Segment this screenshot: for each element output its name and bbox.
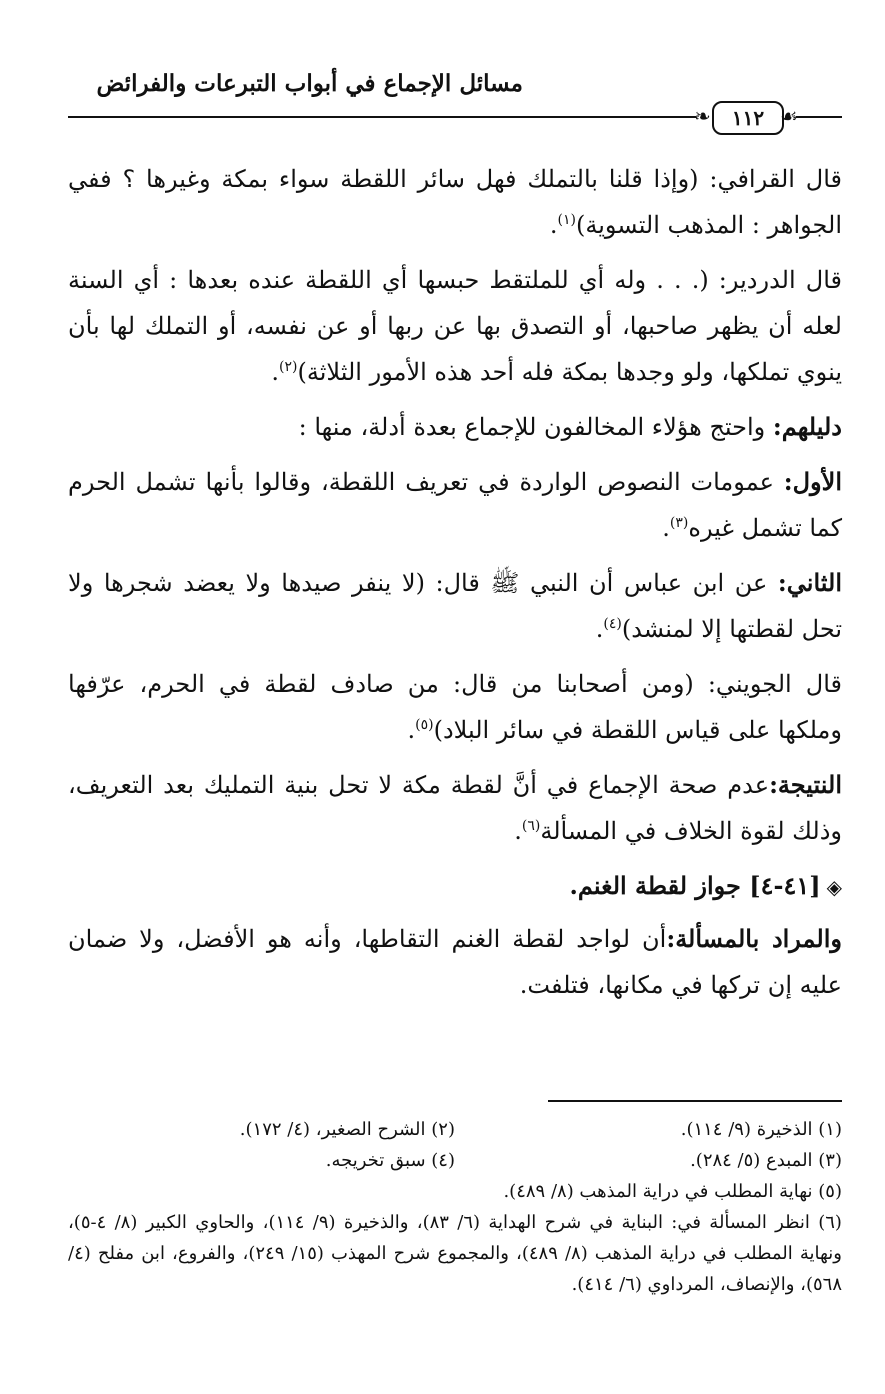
paragraph-text: عمومات النصوص الواردة في تعريف اللقطة، وقالوا بأنها تشمل الحرم كما تشمل غيره bbox=[68, 468, 842, 542]
section-heading bbox=[68, 863, 842, 910]
footnote-1: (١) الذخيرة (٩/ ١١٤). bbox=[680, 1119, 842, 1140]
footnote-ref: (٤) bbox=[603, 616, 622, 632]
ornament-left-icon: ❧ bbox=[694, 104, 711, 128]
footnotes bbox=[68, 1114, 842, 1300]
footnote-row bbox=[68, 1145, 842, 1176]
main-text bbox=[68, 156, 842, 1017]
paragraph-label: الثاني: bbox=[777, 568, 842, 597]
footnote-3: (٣) المبدع (٥/ ٢٨٤). bbox=[690, 1150, 842, 1171]
paragraph-end: . bbox=[662, 514, 670, 542]
footnote-6: (٦) انظر المسألة في: البناية في شرح الهداية (٦/ ٨٣)، والذخيرة (٩/ ١١٤)، والحاوي الكبير (٨/ ٤-٥)، ونهاية المطلب في دراية المذهب (٨/ ٤٨٩)، والمجموع شرح المهذب (١٥/ ٢٤٩)، والفروع، ابن مفلح (٤/ ٥٦٨)، والإنصاف، المرداوي (٦/ ٤١٤). bbox=[68, 1212, 842, 1295]
paragraph-dardir bbox=[68, 257, 842, 395]
diamond-bullet-icon: ◈ bbox=[826, 875, 842, 899]
paragraph-juwayni bbox=[68, 661, 842, 753]
running-title: مسائل الإجماع في أبواب التبرعات والفرائض bbox=[96, 70, 523, 97]
paragraph-text: عدم صحة الإجماع في أنَّ لقطة مكة لا تحل بنية التمليك بعد التعريف، وذلك لقوة الخلاف في المسألة bbox=[68, 771, 842, 845]
paragraph-text: قال الدردير: (. . . وله أي للملتقط حبسها أي اللقطة عنده بعدها : أي السنة لعله أن يظهر صاحبها، أو التصدق بها عن ربها أو عن نفسه، أو التملك لها بأن ينوي تملكها، ولو وجدها بمكة فله أحد هذه الأمور الثلاثة) bbox=[68, 266, 842, 386]
header-rule-short bbox=[796, 116, 842, 118]
paragraph-end: . bbox=[549, 211, 558, 239]
paragraph-evidence bbox=[68, 404, 842, 450]
paragraph-second bbox=[68, 560, 842, 652]
page-number bbox=[712, 101, 784, 135]
ornament-right-icon: ☙ bbox=[780, 104, 798, 128]
paragraph-label: والمراد بالمسألة: bbox=[666, 924, 842, 953]
footnote-separator bbox=[548, 1100, 842, 1102]
paragraph-label: الأول: bbox=[783, 467, 842, 496]
footnote-ref: (٥) bbox=[415, 717, 434, 733]
paragraph-text: قال القرافي: (وإذا قلنا بالتملك فهل سائر اللقطة سواء بمكة وغيرها ؟ ففي الجواهر : المذهب التسوية) bbox=[68, 165, 842, 239]
paragraph-end: . bbox=[595, 615, 604, 643]
paragraph-qarafi bbox=[68, 156, 842, 248]
paragraph-meaning bbox=[68, 916, 842, 1008]
paragraph-text: قال الجويني: (ومن أصحابنا من قال: من صادف لقطة في الحرم، عرّفها وملكها على قياس اللقطة في سائر البلاد) bbox=[68, 670, 842, 744]
paragraph-end: . bbox=[407, 716, 416, 744]
paragraph-first bbox=[68, 459, 842, 551]
header-rule bbox=[68, 116, 696, 118]
paragraph-end: . bbox=[271, 358, 280, 386]
paragraph-result bbox=[68, 762, 842, 854]
paragraph-label: دليلهم: bbox=[772, 412, 842, 441]
footnote-row bbox=[68, 1114, 842, 1145]
footnote-4: (٤) سبق تخريجه. bbox=[325, 1150, 455, 1171]
footnote-ref: (١) bbox=[557, 212, 576, 228]
footnote-5: (٥) نهاية المطلب في دراية المذهب (٨/ ٤٨٩). bbox=[503, 1181, 842, 1202]
paragraph-label: النتيجة: bbox=[769, 770, 842, 799]
footnote-ref: (٣) bbox=[669, 515, 689, 531]
paragraph-text: أن لواجد لقطة الغنم التقاطها، وأنه هو الأفضل، ولا ضمان عليه إن تركها في مكانها، فتلفت. bbox=[68, 925, 842, 999]
paragraph-text: واحتج هؤلاء المخالفون للإجماع بعدة أدلة، منها : bbox=[298, 413, 773, 441]
footnote-2: (٢) الشرح الصغير، (٤/ ١٧٢). bbox=[239, 1119, 455, 1140]
footnote-ref: (٢) bbox=[279, 359, 298, 375]
paragraph-text: عن ابن عباس أن النبي ﷺ قال: (لا ينفر صيدها ولا يعضد شجرها ولا تحل لقطتها إلا لمنشد) bbox=[68, 569, 842, 643]
footnote-ref: (٦) bbox=[521, 818, 541, 834]
section-title: [٤١-٤] جواز لقطة الغنم. bbox=[569, 871, 821, 900]
paragraph-end: . bbox=[514, 817, 522, 845]
page-number-text: ١١٢ bbox=[731, 106, 765, 130]
